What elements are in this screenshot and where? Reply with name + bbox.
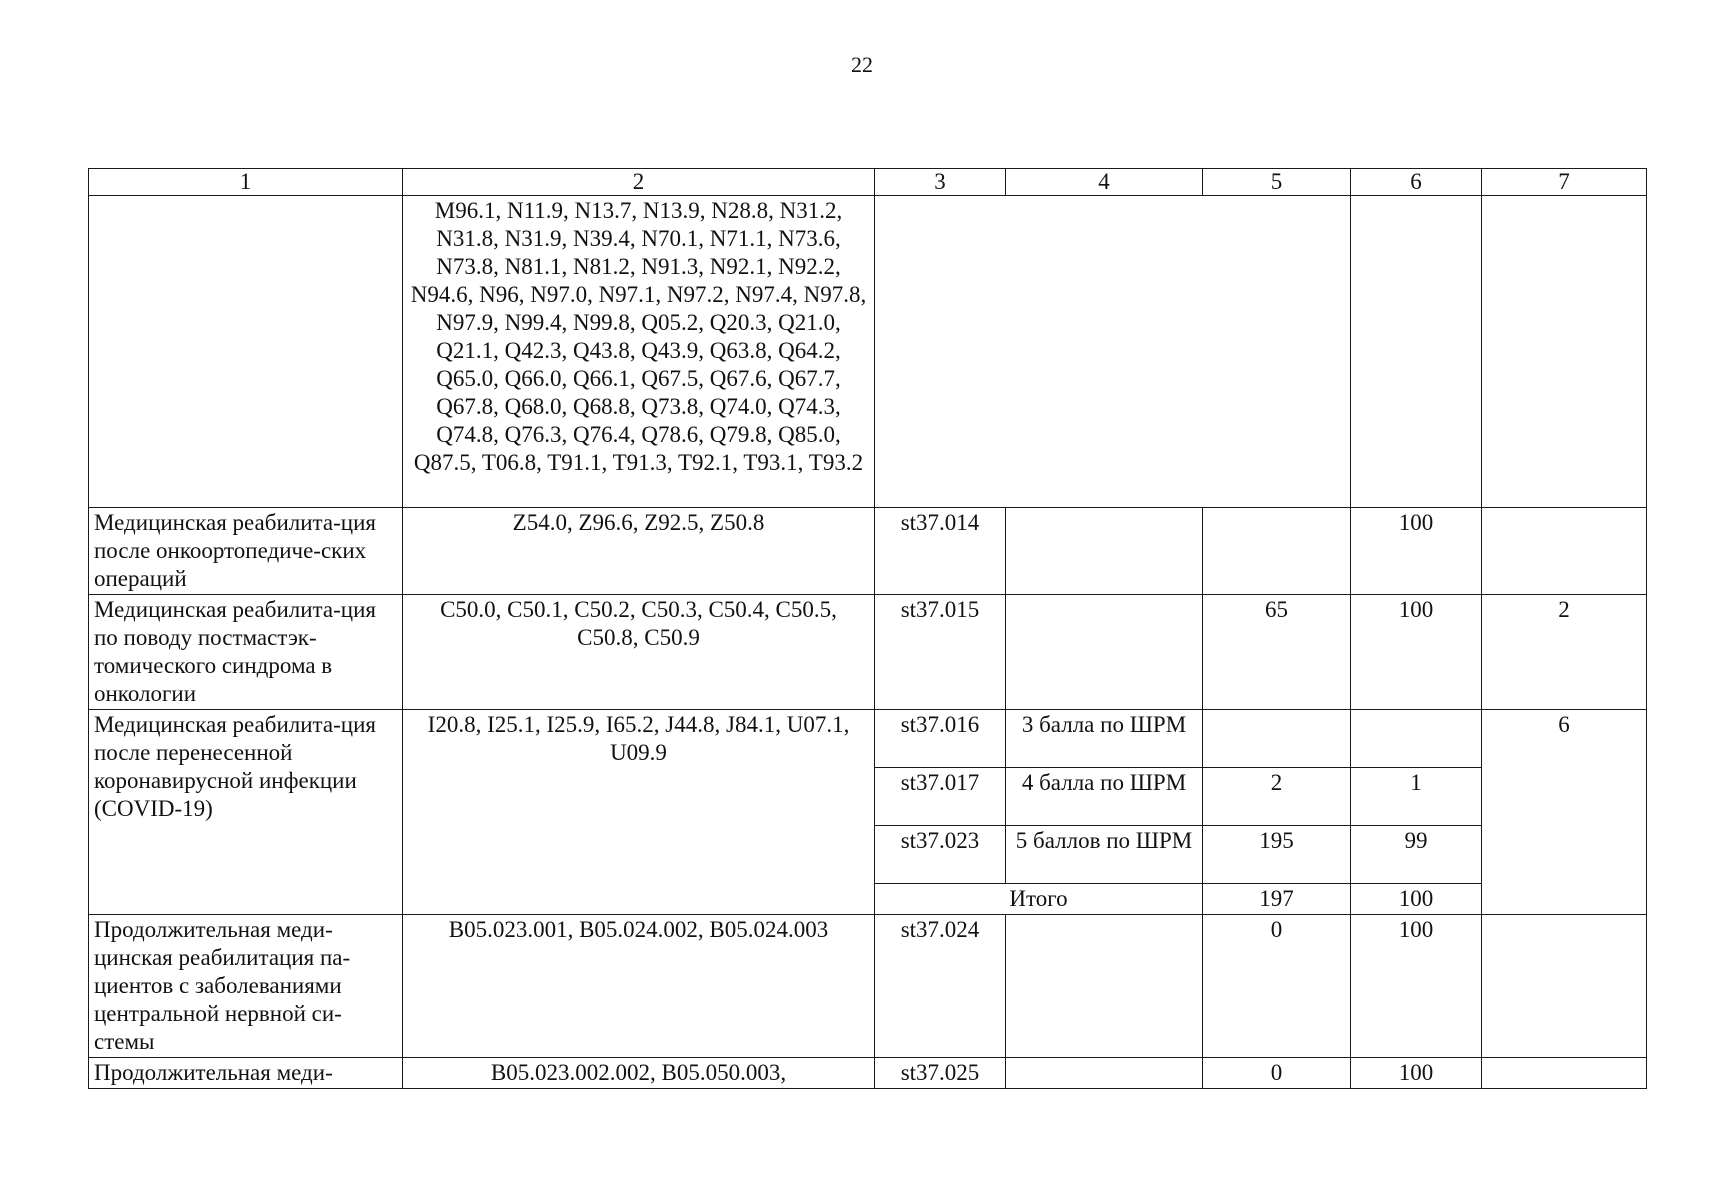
- cell-ksg: st37.017: [875, 768, 1006, 826]
- cell-col7: [1482, 196, 1647, 508]
- cell-codes: B05.023.001, B05.024.002, B05.024.003: [403, 915, 875, 1058]
- cell-col6: [1351, 710, 1482, 768]
- header-cell-4: 4: [1006, 169, 1203, 196]
- cell-ksg: st37.025: [875, 1058, 1006, 1089]
- cell-name: Продолжительная меди-: [89, 1058, 403, 1089]
- cell-name: Продолжительная меди-цинская реабилитация па-циентов с заболеваниями центральной нервной си-стемы: [89, 915, 403, 1058]
- header-cell-7: 7: [1482, 169, 1647, 196]
- cell-col6: 100: [1351, 508, 1482, 595]
- header-cell-5: 5: [1203, 169, 1351, 196]
- cell-col5: 0: [1203, 1058, 1351, 1089]
- cell-codes: M96.1, N11.9, N13.7, N13.9, N28.8, N31.2, N31.8, N31.9, N39.4, N70.1, N71.1, N73.6, N73.8, N81.1, N81.2, N91.3, N92.1, N92.2, N94.6, N96, N97.0, N97.1, N97.2, N97.4, N97.8, N97.9, N99.4, N99.8, Q05.2, Q20.3, Q21.0, Q21.1, Q42.3, Q43.8, Q43.9, Q63.8, Q64.2, Q65.0, Q66.0, Q66.1, Q67.5, Q67.6, Q67.7, Q67.8, Q68.0, Q68.8, Q73.8, Q74.0, Q74.3, Q74.8, Q76.3, Q76.4, Q78.6, Q79.8, Q85.0, Q87.5, T06.8, T91.1, T91.3, T92.1, T93.1, T93.2: [403, 196, 875, 508]
- cell-ksg: st37.014: [875, 508, 1006, 595]
- cell-col4: 4 балла по ШРМ: [1006, 768, 1203, 826]
- table-row-onco-ortho: [89, 508, 1647, 595]
- cell-col6: 100: [1351, 1058, 1482, 1089]
- cell-col5: 2: [1203, 768, 1351, 826]
- cell-col5: 65: [1203, 595, 1351, 710]
- cell-col5: [1203, 710, 1351, 768]
- cell-name: Медицинская реабилита-ция по поводу постмастэк-томического синдрома в онкологии: [89, 595, 403, 710]
- cell-codes: B05.023.002.002, B05.050.003,: [403, 1058, 875, 1089]
- cell-col4: [1006, 508, 1203, 595]
- cell-name: Медицинская реабилита-ция после онкоортопедиче-ских операций: [89, 508, 403, 595]
- cell-col6: 100: [1351, 915, 1482, 1058]
- cell-ksg: st37.023: [875, 826, 1006, 884]
- cell-col4: [1006, 595, 1203, 710]
- cell-col4: 3 балла по ШРМ: [1006, 710, 1203, 768]
- cell-col7: 2: [1482, 595, 1647, 710]
- cell-col6: 1: [1351, 768, 1482, 826]
- cell-codes: I20.8, I25.1, I25.9, I65.2, J44.8, J84.1, U07.1, U09.9: [403, 710, 875, 915]
- cell-col7: [1482, 1058, 1647, 1089]
- cell-col4: [1006, 915, 1203, 1058]
- cell-name: [89, 196, 403, 508]
- header-cell-3: 3: [875, 169, 1006, 196]
- cell-ksg: st37.016: [875, 710, 1006, 768]
- header-row: [89, 169, 1647, 196]
- cell-col7: [1482, 508, 1647, 595]
- cell-col5: [1203, 508, 1351, 595]
- table-row-last: [89, 1058, 1647, 1089]
- cell-col7: 6: [1482, 710, 1647, 915]
- cell-col6: 100: [1351, 595, 1482, 710]
- page-number: 22: [851, 52, 873, 77]
- table-row-covid: [89, 710, 1647, 768]
- table-row-cns: [89, 915, 1647, 1058]
- cell-col4: 5 баллов по ШРМ: [1006, 826, 1203, 884]
- cell-total-col5: 197: [1203, 884, 1351, 915]
- cell-merged-3-5: [875, 196, 1351, 508]
- cell-col5: 0: [1203, 915, 1351, 1058]
- cell-codes: C50.0, C50.1, C50.2, C50.3, C50.4, C50.5, C50.8, C50.9: [403, 595, 875, 710]
- header-cell-6: 6: [1351, 169, 1482, 196]
- cell-total-col6: 100: [1351, 884, 1482, 915]
- header-cell-2: 2: [403, 169, 875, 196]
- cell-name: Медицинская реабилита-ция после перенесенной коронавирусной инфекции (COVID-19): [89, 710, 403, 915]
- cell-col7: [1482, 915, 1647, 1058]
- cell-ksg: st37.015: [875, 595, 1006, 710]
- cell-codes: Z54.0, Z96.6, Z92.5, Z50.8: [403, 508, 875, 595]
- cell-col5: 195: [1203, 826, 1351, 884]
- cell-col6: [1351, 196, 1482, 508]
- cell-col6: 99: [1351, 826, 1482, 884]
- table-row-postmastectomy: [89, 595, 1647, 710]
- tariff-table: [88, 168, 1647, 1089]
- table-row-continuation: [89, 196, 1647, 508]
- header-cell-1: 1: [89, 169, 403, 196]
- cell-ksg: st37.024: [875, 915, 1006, 1058]
- cell-col4: [1006, 1058, 1203, 1089]
- cell-total-label: Итого: [875, 884, 1203, 915]
